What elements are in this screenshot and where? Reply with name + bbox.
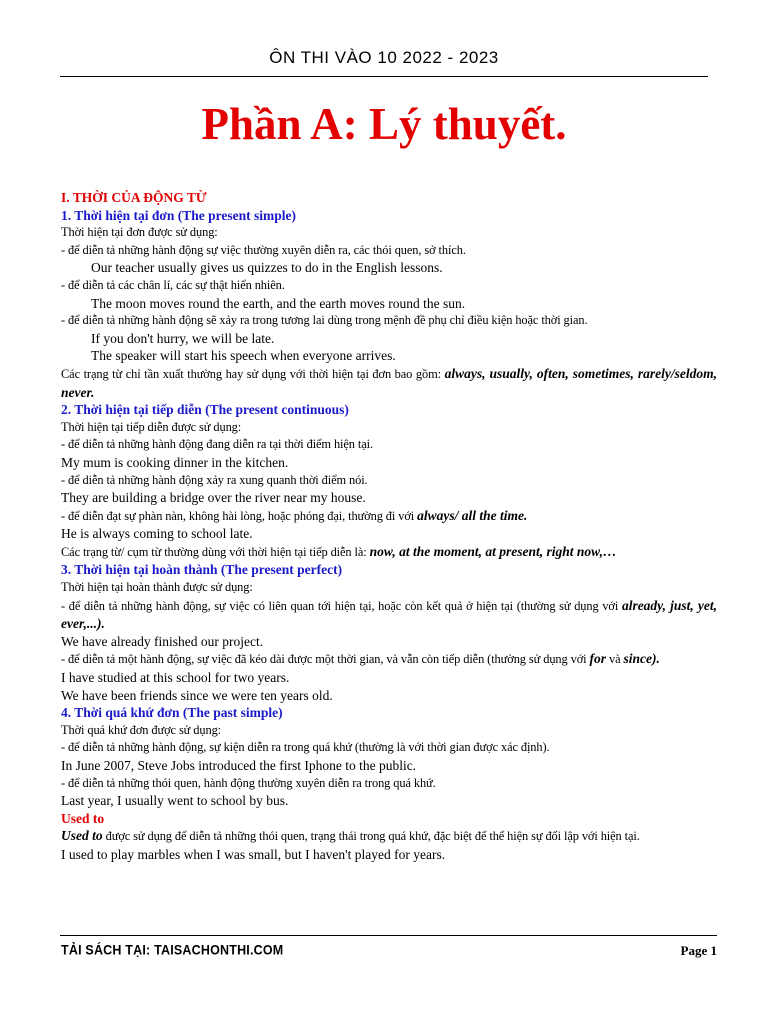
example-sentence: The moon moves round the earth, and the earth moves round the sun.	[91, 295, 466, 311]
subsection-heading-past-simple: 4. Thời quá khứ đơn (The past simple)	[61, 705, 283, 721]
usage-rule: - để diễn tả những thói quen, hành động thường xuyên diễn ra trong quá khứ.	[61, 775, 436, 790]
used-to-text: được sử dụng để diễn tả những thói quen, trạng thái trong quá khứ, đặc biệt để thể hiện sự đối lập với hiện tại.	[102, 829, 640, 844]
example-sentence: He is always coming to school late.	[61, 526, 253, 542]
usage-rule: - để diễn tả những hành động đang diễn ra tại thời điểm hiện tại.	[61, 437, 373, 452]
subsection-heading-present-simple: 1. Thời hiện tại đơn (The present simple)	[61, 207, 296, 223]
header-divider	[60, 76, 708, 77]
used-to-description	[61, 827, 717, 846]
example-sentence: In June 2007, Steve Jobs introduced the first Iphone to the public.	[61, 758, 417, 773]
usage-text: - để diễn tả những hành động, sự việc có liên quan tới hiện tại, hoặc còn kết quả ở hiện tại (thường sử dụng với	[61, 598, 622, 613]
footer-source-link: TẢI SÁCH TẠI: TAISACHONTHI.COM	[61, 942, 284, 958]
adverbs-keywords: now, at the moment, at present, right now,…	[369, 543, 617, 559]
usage-intro: Thời hiện tại tiếp diễn được sử dụng:	[61, 419, 242, 434]
usage-intro: Thời hiện tại đơn được sử dụng:	[61, 225, 218, 240]
example-sentence: My mum is cooking dinner in the kitchen.	[61, 454, 289, 470]
example-sentence: We have been friends since we were ten years old.	[61, 687, 333, 703]
example-sentence: They are building a bridge over the river near my house.	[61, 490, 366, 506]
used-to-keyword: Used to	[61, 828, 103, 844]
usage-rule: - để diễn tả các chân lí, các sự thật hiển nhiên.	[61, 277, 285, 292]
usage-rule	[61, 597, 717, 633]
section-heading: I. THỜI CỦA ĐỘNG TỪ	[61, 190, 207, 205]
example-sentence: Our teacher usually gives us quizzes to do in the English lessons.	[91, 260, 443, 276]
usage-intro: Thời quá khứ đơn được sử dụng:	[61, 722, 222, 737]
adverbs-text: Các trạng từ chỉ tần xuất thường hay sử dụng với thời hiện tại đơn bao gồm:	[61, 366, 445, 381]
example-sentence: The speaker will start his speech when everyone arrives.	[91, 348, 396, 364]
usage-rule: - để diễn tả những hành động sự việc thường xuyên diễn ra, các thói quen, sở thích.	[61, 242, 466, 257]
usage-text: - để diễn tả một hành động, sự việc đã kéo dài được một thời gian, và vẫn còn tiếp diễn (thường sử dụng với	[61, 652, 590, 667]
page-number: Page 1	[680, 943, 717, 958]
footer-divider	[60, 935, 717, 936]
usage-text: - để diễn đạt sự phàn nàn, không hài lòng, hoặc phóng đại, thường đi với	[61, 508, 418, 523]
document-body	[61, 189, 717, 864]
usage-rule: - để diễn tả những hành động sẽ xảy ra trong tương lai dùng trong mệnh đề phụ chỉ điều kiện hoặc thời gian.	[61, 313, 588, 328]
usage-keywords: already, just, yet, ever,...).	[61, 597, 717, 632]
usage-keywords: always/ all the time.	[417, 507, 528, 523]
usage-rule	[61, 650, 717, 669]
usage-rule	[61, 507, 717, 526]
used-to-heading: Used to	[61, 810, 105, 826]
adverbs-paragraph	[61, 543, 717, 562]
example-sentence: We have already finished our project.	[61, 633, 264, 649]
example-sentence: I used to play marbles when I was small, but I haven't played for years.	[61, 846, 446, 862]
usage-keyword-since: since).	[623, 651, 660, 667]
subsection-heading-present-continuous: 2. Thời hiện tại tiếp diễn (The present continuous)	[61, 402, 349, 418]
page-title: Phần A: Lý thuyết.	[201, 99, 567, 149]
usage-rule: - để diễn tả những hành động xảy ra xung quanh thời điểm nói.	[61, 472, 368, 487]
usage-keyword-for: for	[589, 651, 606, 667]
adverbs-text: Các trạng từ/ cụm từ thường dùng với thời hiện tại tiếp diễn là:	[61, 544, 370, 559]
usage-rule: - để diễn tả những hành động, sự kiện diễn ra trong quá khứ (thường là với thời gian được xác định).	[61, 740, 550, 755]
usage-intro: Thời hiện tại hoàn thành được sử dụng:	[61, 580, 253, 595]
adverbs-paragraph	[61, 365, 717, 401]
running-header: ÔN THI VÀO 10 2022 - 2023	[269, 48, 499, 67]
example-sentence: I have studied at this school for two years.	[61, 670, 290, 686]
example-sentence: Last year, I usually went to school by bus.	[61, 793, 289, 809]
adverbs-keywords: always, usually, often, sometimes, rarely/seldom, never.	[61, 365, 717, 400]
example-sentence: If you don't hurry, we will be late.	[91, 330, 275, 346]
subsection-heading-present-perfect: 3. Thời hiện tại hoàn thành (The present perfect)	[61, 562, 343, 578]
usage-text-and: và	[606, 652, 624, 667]
